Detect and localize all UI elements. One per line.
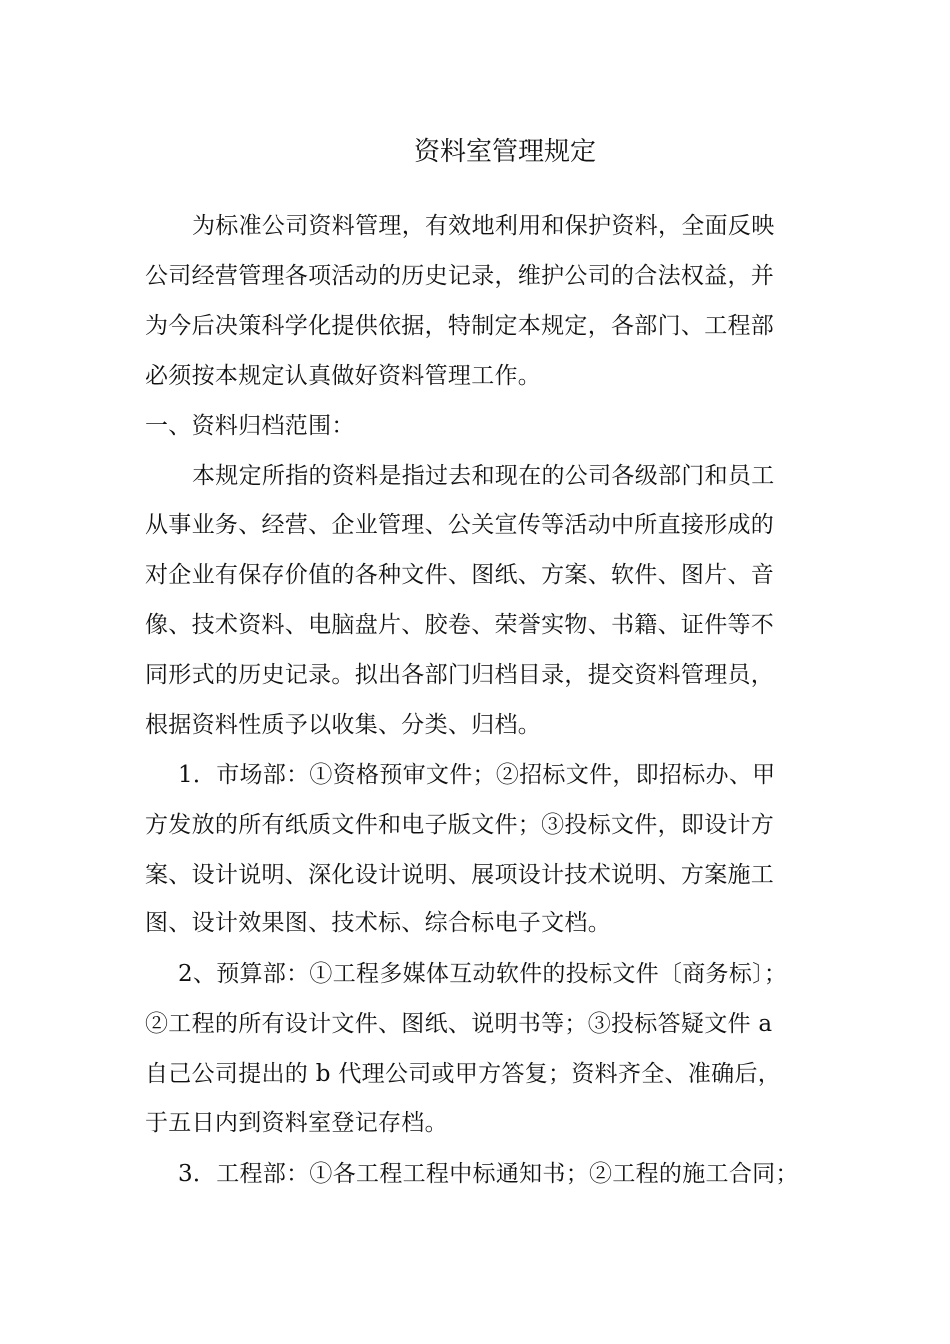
- paragraph-line: 公司经营管理各项活动的历史记录，维护公司的合法权益，并: [145, 263, 775, 289]
- list-item-line: 1．市场部：①资格预审文件；②招标文件，即招标办、甲: [178, 762, 776, 788]
- list-item-line: 自己公司提出的 b 代理公司或甲方答复；资料齐全、准确后，: [145, 1061, 782, 1087]
- paragraph-line: 像、技术资料、电脑盘片、胶卷、荣誉实物、书籍、证件等不: [145, 612, 775, 638]
- list-item-line: 图、设计效果图、技术标、综合标电子文档。: [145, 910, 611, 936]
- paragraph-line: 同形式的历史记录。拟出各部门归档目录，提交资料管理员，: [145, 662, 775, 688]
- paragraph-line: 本规定所指的资料是指过去和现在的公司各级部门和员工: [192, 463, 775, 489]
- paragraph-line: 为今后决策科学化提供依据，特制定本规定，各部门、工程部: [145, 313, 775, 339]
- list-item-line: 3．工程部：①各工程工程中标通知书；②工程的施工合同；: [178, 1161, 799, 1187]
- list-item-line: 方发放的所有纸质文件和电子版文件；③投标文件，即设计方: [145, 812, 775, 838]
- paragraph-line: 根据资料性质予以收集、分类、归档。: [145, 712, 542, 738]
- document-title: 资料室管理规定: [413, 137, 596, 167]
- list-item-line: 2、预算部：①工程多媒体互动软件的投标文件〔商务标〕；: [178, 961, 788, 987]
- paragraph-line: 从事业务、经营、企业管理、公关宣传等活动中所直接形成的: [145, 512, 775, 538]
- section-heading: 一、资料归档范围：: [145, 413, 355, 439]
- list-item-line: ②工程的所有设计文件、图纸、说明书等；③投标答疑文件 a: [145, 1011, 773, 1037]
- paragraph-line: 对企业有保存价值的各种文件、图纸、方案、软件、图片、音: [145, 562, 775, 588]
- paragraph-line: 必须按本规定认真做好资料管理工作。: [145, 363, 542, 389]
- list-item-line: 于五日内到资料室登记存档。: [145, 1110, 448, 1136]
- paragraph-line: 为标准公司资料管理，有效地利用和保护资料，全面反映: [192, 213, 775, 239]
- list-item-line: 案、设计说明、深化设计说明、展项设计技术说明、方案施工: [145, 862, 775, 888]
